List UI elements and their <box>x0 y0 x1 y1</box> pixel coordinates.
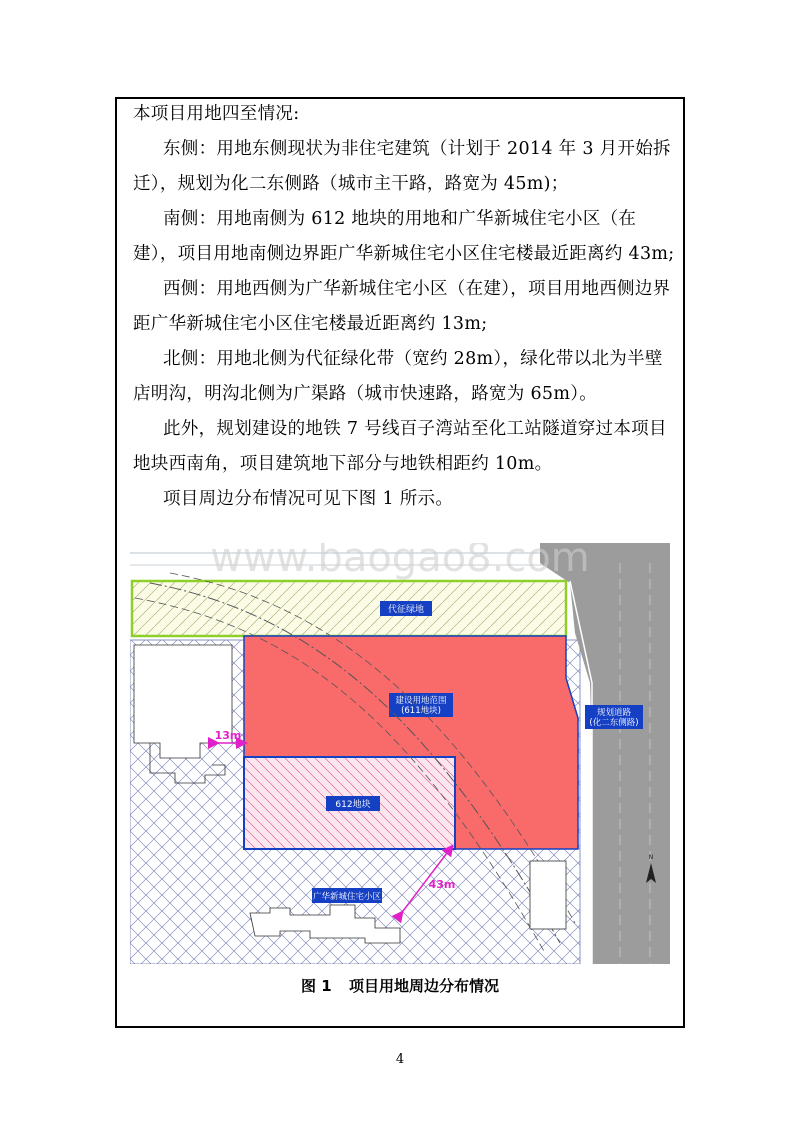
paragraph-south: 南侧：用地南侧为 612 地块的用地和广华新城住宅小区（在建），项目用地南侧边界距广华新城住宅小区住宅楼最近距离约 43m; <box>133 209 675 264</box>
dimension-43m-label: 43m <box>428 878 456 891</box>
caption-figure-number: 图 1 <box>301 977 332 995</box>
dimension-13m-label: 13m <box>214 729 242 742</box>
paragraph-intro: 本项目用地四至情况: <box>133 104 300 124</box>
page-number: 4 <box>395 1052 405 1067</box>
paragraph-figure-ref: 项目周边分布情况可见下图 1 所示。 <box>163 489 454 509</box>
paragraph-west: 西侧：用地西侧为广华新城住宅小区（在建），项目用地西侧边界距广华新城住宅小区住宅楼最近距离约 13m; <box>133 279 671 334</box>
site-plan-figure <box>130 543 670 964</box>
caption-title: 项目用地周边分布情况 <box>348 977 499 995</box>
paragraph-subway: 此外，规划建设的地铁 7 号线百子湾站至化工站隧道穿过本项目地块西南角，项目建筑地下部分与地铁相距约 10m。 <box>133 419 667 474</box>
watermark: www.baogao8.com <box>210 543 590 581</box>
north-arrow-label: N <box>648 854 654 861</box>
green-label: 代征绿地 <box>387 605 425 615</box>
road-label-line2: (化二东侧路) <box>589 718 639 728</box>
community-label: 广华新城住宅小区 <box>312 892 382 902</box>
road-label-line1: 规划道路 <box>596 708 632 718</box>
site-label-line1: 建设用地范围 <box>395 696 447 706</box>
plot612-label: 612地块 <box>335 800 371 810</box>
paragraph-north: 北侧：用地北侧为代征绿化带（宽约 28m），绿化带以北为半壁店明沟，明沟北侧为广渠路（城市快速路，路宽为 65m）。 <box>133 349 663 404</box>
paragraph-east: 东侧：用地东侧现状为非住宅建筑（计划于 2014 年 3 月开始拆迁），规划为化二东侧路（城市主干路，路宽为 45m)； <box>133 139 671 194</box>
figure-caption <box>0 975 800 996</box>
east-building <box>530 861 566 929</box>
site-label-line2: (611地块) <box>401 706 441 716</box>
site-plan-map <box>130 543 670 964</box>
